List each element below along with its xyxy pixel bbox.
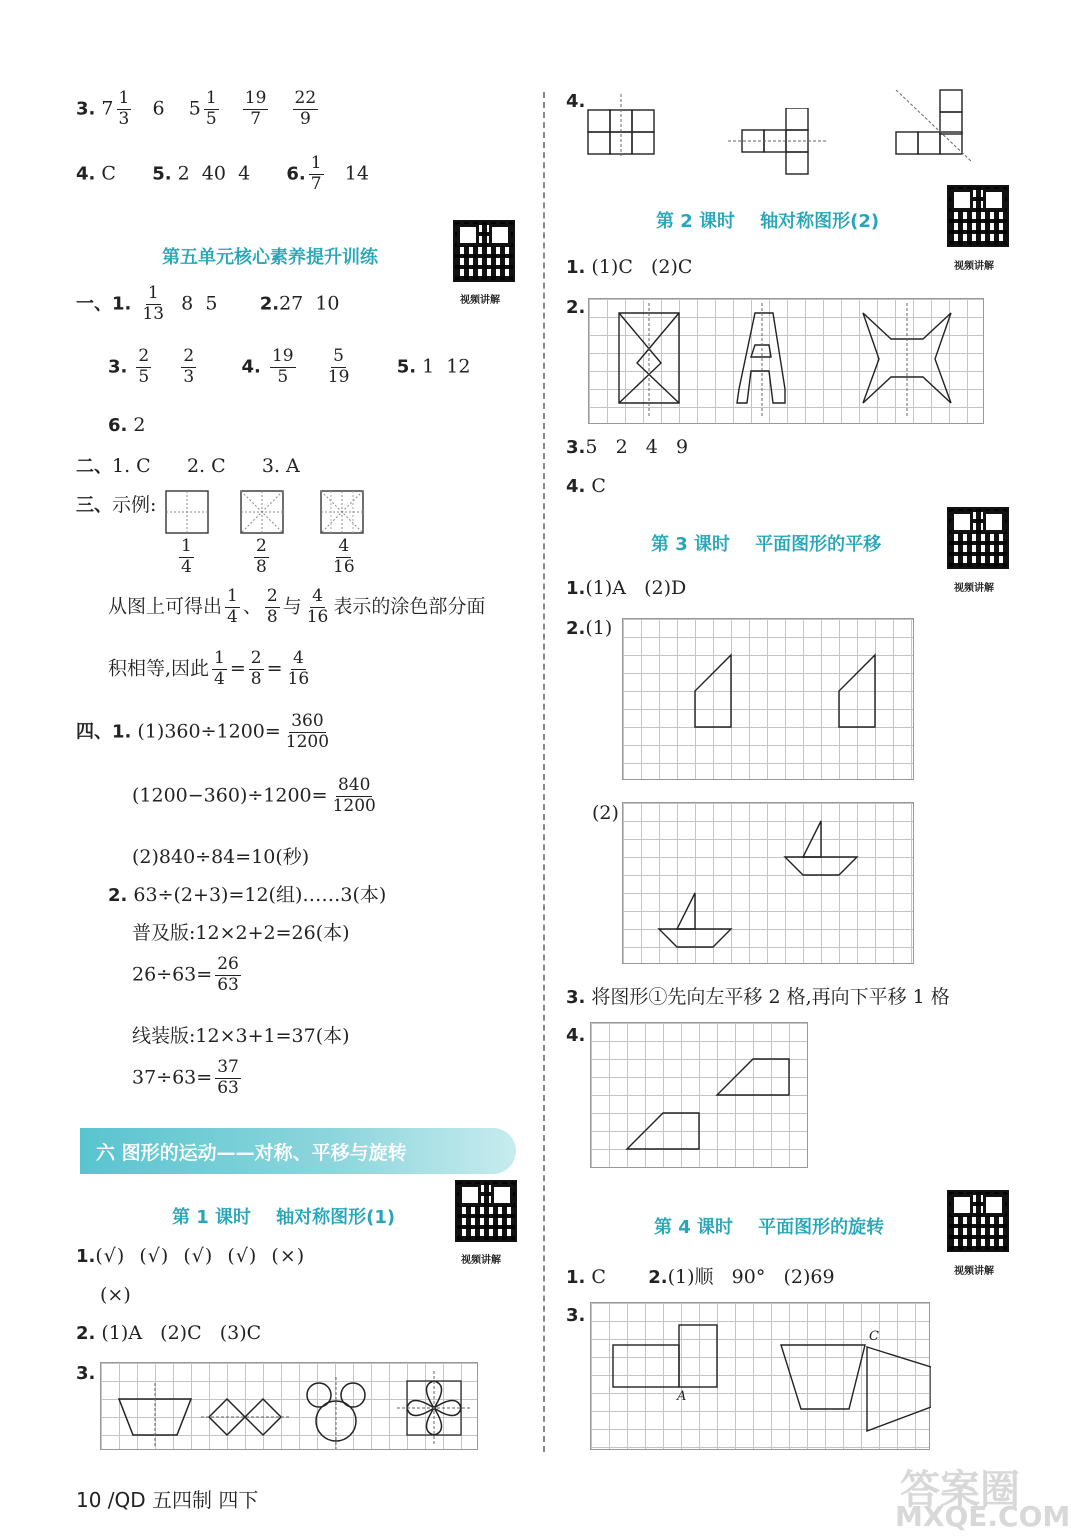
lesson-3-q2-grid-2 xyxy=(622,802,914,964)
lesson-2-q1: 1. (1)C (2)C xyxy=(566,256,693,278)
qr-code-icon[interactable] xyxy=(455,1180,517,1242)
qr-code-icon[interactable] xyxy=(453,220,515,282)
lesson-2-q3: 3.5 2 4 9 xyxy=(566,436,689,458)
qr-label: 视频讲解 xyxy=(461,1255,501,1266)
lesson-4-q3-grid xyxy=(590,1302,930,1450)
part-4-q2-a: 2. 63÷(2+3)=12(组)……3(本) xyxy=(108,884,387,906)
part-4-q1-a: 四、1. (1)360÷1200= $\frac{360}{1200}$ xyxy=(76,711,330,752)
part-1-row-1: 一、1. $\frac{1}{13}$ 8 5 2.27 10 xyxy=(76,283,340,324)
lesson-3-q1: 1.(1)A (2)D xyxy=(566,577,687,599)
part-4-q2-c: 26÷63= $\frac{26}{63}$ xyxy=(132,954,239,995)
lesson-3-q4-grid xyxy=(590,1022,808,1168)
page-footer: 10 /QD 五四制 四下 xyxy=(76,1488,259,1512)
part-4-q2-b: 普及版:12×2+2=26(本) xyxy=(132,922,350,944)
lesson-2-title: 第 2 课时 轴对称图形(2) xyxy=(656,211,880,232)
watermark-url: MXQE.COM xyxy=(895,1500,1071,1533)
part-4-q1-b: (1200−360)÷1200= $\frac{840}{1200}$ xyxy=(132,775,376,816)
answer-3: 3. 7 $\frac{1}{3}$ 6 5 $\frac{1}{5}$ $\frac{19}{7}$ $\frac{22}{9}$ xyxy=(76,88,317,129)
lesson-3-q2-part2-label: (2) xyxy=(592,802,619,824)
point-c-label: C xyxy=(869,1329,879,1344)
unit6-title: 六 图形的运动——对称、平移与旋转 xyxy=(96,1142,407,1164)
qr-label: 视频讲解 xyxy=(954,583,994,594)
net-figure-1 xyxy=(586,92,656,156)
watermark-logo: 答案圈 xyxy=(900,1467,1020,1513)
point-a-label: A xyxy=(677,1389,687,1404)
part-4-q2-d: 线装版:12×3+1=37(本) xyxy=(132,1025,350,1047)
part-3-label: 三、示例: xyxy=(76,494,157,516)
net-figure-3 xyxy=(892,88,976,164)
lesson-3-q4-label: 4. xyxy=(566,1025,586,1046)
part-3-fracs: $\frac{1}{4}$ xyxy=(181,536,192,577)
lesson-1-title: 第 1 课时 轴对称图形(1) xyxy=(172,1207,396,1228)
part-2: 二、1. C 2. C 3. A xyxy=(76,455,300,477)
part-4-q2-e: 37÷63= $\frac{37}{63}$ xyxy=(132,1057,239,1098)
lesson-1-q3-label: 3. xyxy=(76,1363,96,1384)
lesson-4-q1-q2: 1. C 2.(1)顺 90° (2)69 xyxy=(566,1266,835,1288)
lesson-2-q4: 4. C xyxy=(566,475,606,497)
qr-code-icon[interactable] xyxy=(947,185,1009,247)
fold-square-1 xyxy=(165,490,209,534)
column-divider xyxy=(543,92,545,1452)
lesson-1-q1: 1.(√) (√) (√) (√) (×) xyxy=(76,1245,306,1267)
lesson-4-q3-label: 3. xyxy=(566,1305,586,1326)
qr-code-icon[interactable] xyxy=(947,1190,1009,1252)
part-3-frac-2: $\frac{2}{8}$ xyxy=(256,536,267,577)
lesson-1-q2: 2. (1)A (2)C (3)C xyxy=(76,1322,262,1344)
lesson-2-q2-grid xyxy=(588,298,984,424)
lesson-4-title: 第 4 课时 平面图形的旋转 xyxy=(654,1217,885,1238)
lesson-3-title: 第 3 课时 平面图形的平移 xyxy=(651,534,882,555)
fold-square-3 xyxy=(320,490,364,534)
lesson-3-q2-grid-1 xyxy=(622,618,914,780)
answer-4-5-6: 4. C 5. 2 40 4 6. $\frac{1}{7}$ 14 xyxy=(76,153,369,194)
qr-label: 视频讲解 xyxy=(460,295,500,306)
qr-label: 视频讲解 xyxy=(954,1266,994,1277)
part-1-row-2: 3. $\frac{2}{5}$ $\frac{2}{3}$ 4. $\frac{19}{5}$ $\frac{5}{19}$ 5. 1 12 xyxy=(108,346,471,387)
lesson-2-q2-label: 2. xyxy=(566,297,586,318)
lesson-1-q3-grid xyxy=(100,1362,478,1450)
lesson-3-q2-label: 2.(1) xyxy=(566,617,613,639)
part-3-text-2: 积相等,因此 $\frac{1}{4}$ = $\frac{2}{8}$ = $\frac{4}{16}$ xyxy=(108,648,310,689)
lesson-3-q3: 3. 将图形①先向左平移 2 格,再向下平移 1 格 xyxy=(566,986,950,1008)
section-unit5-title: 第五单元核心素养提升训练 xyxy=(162,247,378,268)
part-1-row-3: 6. 2 xyxy=(108,414,146,436)
qr-code-icon[interactable] xyxy=(947,507,1009,569)
right-q4-label: 4. xyxy=(566,91,586,112)
part-4-q1-c: (2)840÷84=10(秒) xyxy=(132,846,310,868)
part-3-frac-3: $\frac{4}{16}$ xyxy=(333,536,355,577)
net-figure-2 xyxy=(728,108,828,178)
qr-label: 视频讲解 xyxy=(954,261,994,272)
part-3-text-1: 从图上可得出 $\frac{1}{4}$ 、 $\frac{2}{8}$ 与 $\frac{4}{16}$ 表示的涂色部分面 xyxy=(108,586,486,627)
fold-square-2 xyxy=(240,490,284,534)
lesson-1-q1-line2: (×) xyxy=(100,1284,131,1306)
